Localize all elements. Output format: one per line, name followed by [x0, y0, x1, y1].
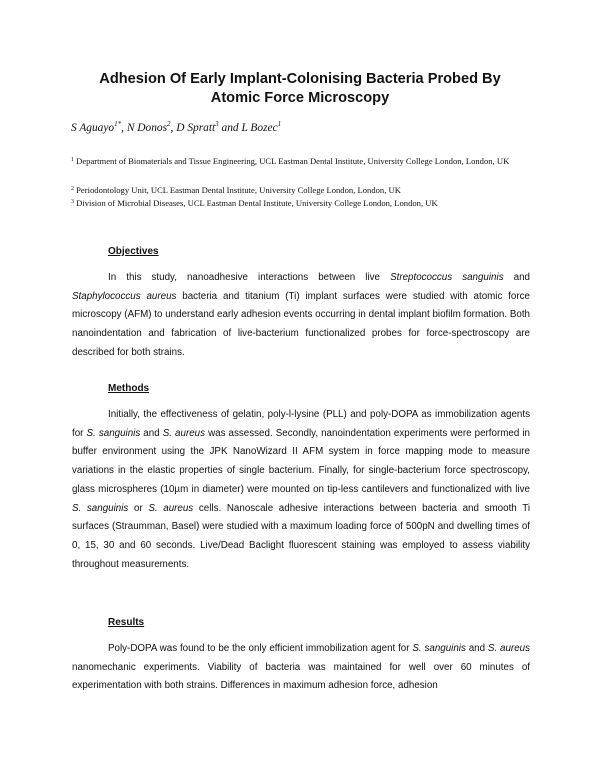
author-name: L Bozec: [241, 122, 278, 134]
species-name: S. sanguinis: [412, 643, 466, 654]
author-affiliation-mark: 3: [215, 120, 219, 128]
author-affiliation-mark: 1*: [114, 120, 122, 128]
results-heading: Results: [108, 617, 145, 628]
text-run: nanomechanic experiments. Viability of bacteria was maintained for well over 60 minutes of experimentation with both strains. Differences in maximum adhesion force, adhesion: [72, 661, 530, 692]
affiliation-2: [71, 185, 401, 196]
text-run: bacteria and titanium (Ti) implant surfaces were studied with atomic force microscopy (AFM) to understand early adhesion events occurring in dental implant biofilm formation. Both nanoindentation and fabrication of live-bacterium functionalized probes for force-spectroscopy are described for both strains.: [72, 290, 530, 358]
methods-heading: Methods: [108, 383, 150, 394]
text-run: Poly-DOPA was found to be the only efficient immobilization agent for: [108, 643, 413, 654]
text-run: and: [503, 272, 530, 283]
affiliation-number: 2: [71, 186, 74, 192]
affiliation-number: 1: [71, 157, 74, 163]
text-run: cells. Nanoscale adhesive interactions between bacteria and smooth Ti surfaces (Straumman, Basel) were studied with a maximum loading force of 500pN and dwelling times of 0, 15, 30 and 60 seconds. Live/Dead Baclight fluorescent staining was employed to assess viability throughout measurements.: [72, 502, 531, 570]
text-run: Initially, the effectiveness of gelatin, poly-l-lysine (PLL) and poly-DOPA as immobilization agents for: [72, 409, 530, 439]
text-run: or: [128, 502, 149, 514]
text-run: In this study, nanoadhesive interactions between live: [108, 272, 391, 283]
text-run: and: [140, 427, 163, 439]
author-separator: ,: [170, 122, 177, 134]
author-affiliation-mark: 2: [167, 120, 171, 128]
affiliation-text: Division of Microbial Diseases, UCL Eastman Dental Institute, University College London, London, UK: [76, 198, 438, 208]
paper-title: [60, 70, 540, 108]
text-run: was assessed. Secondly, nanoindentation experiments were performed in buffer environment using the JPK NanoWizard II AFM system in force mapping mode to measure variations in the elastic properties of single bacterium. Finally, for single-bacterium force spectroscopy, glass microspheres (10µm in diameter) were mounted on tip-less cantilevers and functionalized with live: [72, 427, 530, 495]
species-name: S. aureus: [162, 427, 205, 439]
author-affiliation-mark: 1: [277, 120, 282, 128]
results-paragraph: [72, 640, 530, 696]
affiliation-1: [71, 156, 541, 167]
author-separator: and: [218, 122, 242, 134]
species-name: S. sanguinis: [72, 502, 129, 514]
author-name: D Spratt: [176, 122, 216, 134]
objectives-heading: Objectives: [108, 246, 159, 257]
author-separator: ,: [121, 122, 127, 134]
affiliation-number: 3: [71, 199, 74, 205]
author-name: S Aguayo: [71, 122, 115, 134]
species-name: S. sanguinis: [86, 427, 141, 439]
text-run: and: [465, 643, 488, 654]
affiliation-text: Department of Biomaterials and Tissue Engineering, UCL Eastman Dental Institute, University College London, London, UK: [76, 156, 510, 166]
objectives-paragraph: [72, 269, 530, 363]
title-line-2: Atomic Force Microscopy: [210, 90, 390, 106]
affiliation-3: [71, 198, 438, 209]
author-name: N Donos: [126, 122, 168, 134]
species-name: Streptococcus sanguinis: [390, 272, 504, 283]
species-name: S. aureus: [487, 643, 530, 654]
species-name: Staphylococcus aureus: [72, 290, 177, 302]
affiliation-text: Periodontology Unit, UCL Eastman Dental Institute, University College London, London, UK: [76, 185, 401, 195]
methods-paragraph: [72, 406, 530, 574]
title-line-1: Adhesion Of Early Implant-Colonising Bacteria Probed By: [99, 71, 501, 87]
species-name: S. aureus: [148, 502, 194, 514]
author-list: [71, 122, 281, 134]
